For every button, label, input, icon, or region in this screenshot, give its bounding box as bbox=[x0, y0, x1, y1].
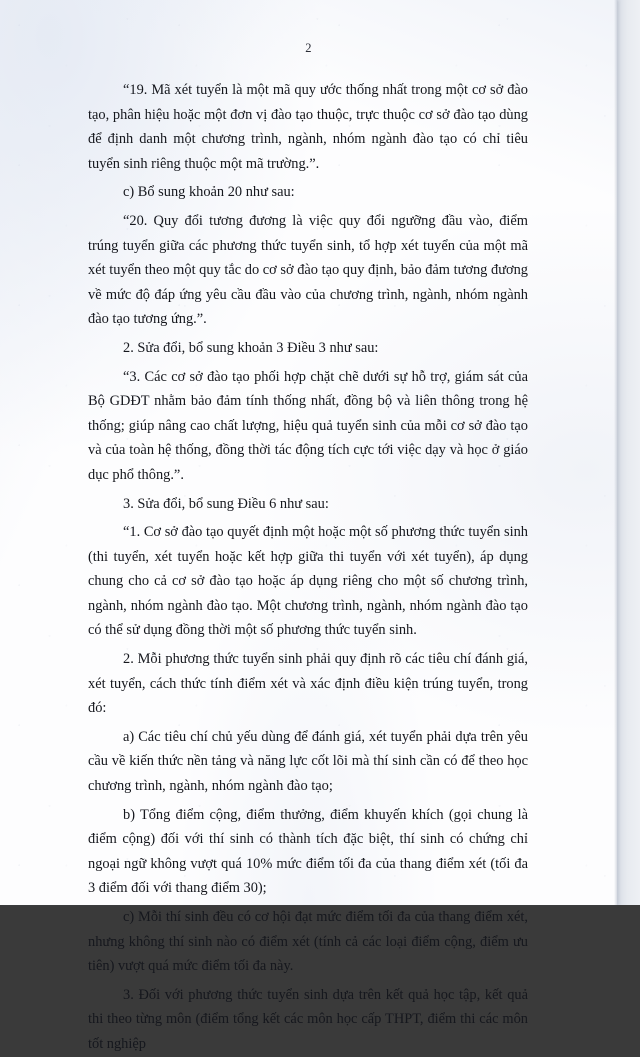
page-number: 2 bbox=[305, 41, 312, 55]
paragraph-clause-19: “19. Mã xét tuyển là một mã quy ước thống nhất trong một cơ sở đào tạo, phân hiệu hoặc một đơn vị đào tạo thuộc, trực thuộc cơ sở đào tạo dùng để định danh một chương trình, ngành, nhóm ngành đào tạo có chỉ tiêu tuyển sinh riêng thuộc một mã trường.”. bbox=[88, 82, 528, 172]
paragraph-dieu6-clause-1: “1. Cơ sở đào tạo quyết định một hoặc một số phương thức tuyển sinh (thi tuyển, xét tuyển hoặc kết hợp giữa thi tuyển với xét tuyển), áp dụng chung cho cả cơ sở đào tạo hoặc áp dụng riêng cho một số chương trình, ngành, nhóm ngành đào tạo. Một chương trình, ngành, nhóm ngành đào tạo có thể sử dụng đồng thời một số phương thức tuyển sinh. bbox=[88, 524, 528, 639]
document-body bbox=[88, 78, 528, 1057]
paragraph-clause-20: “20. Quy đổi tương đương là việc quy đổi ngưỡng đầu vào, điểm trúng tuyển giữa các phương thức tuyển sinh, tổ hợp xét tuyển của một mã xét tuyển theo một quy tắc do cơ sở đào tạo quy định, bảo đảm tương đương về mức độ đáp ứng yêu cầu đầu vào của chương trình, ngành, nhóm ngành đào tạo tương ứng.”. bbox=[88, 212, 528, 328]
paragraph-item-2-sua-doi-khoan-3-dieu-3: 2. Sửa đổi, bổ sung khoản 3 Điều 3 như sau: bbox=[123, 339, 379, 356]
paragraph-dieu6-clause-2-point-a: a) Các tiêu chí chủ yếu dùng để đánh giá, xét tuyển phải dựa trên yêu cầu về kiến thức nền tảng và năng lực cốt lõi mà thí sinh cần có để theo học chương trình, ngành, nhóm ngành đào tạo; bbox=[88, 728, 528, 795]
paragraph-dieu6-clause-3: 3. Đối với phương thức tuyển sinh dựa trên kết quả học tập, kết quả thi theo từng môn (điểm tổng kết các môn học cấp THPT, điểm thi các môn tốt nghiệp bbox=[88, 986, 528, 1052]
paragraph-item-3-sua-doi-dieu-6: 3. Sửa đổi, bổ sung Điều 6 như sau: bbox=[123, 495, 329, 512]
scanner-backdrop bbox=[617, 0, 640, 905]
paper-edge-shadow bbox=[614, 0, 617, 905]
paragraph-clause-3: “3. Các cơ sở đào tạo phối hợp chặt chẽ dưới sự hỗ trợ, giám sát của Bộ GDĐT nhằm bảo đảm tính thống nhất, đồng bộ và liên thông trong hệ thống; giúp nâng cao chất lượng, hiệu quả tuyển sinh của mỗi cơ sở đào tạo và của toàn hệ thống, đồng thời tác động tích cực tới việc dạy và học ở giáo dục phổ thông.”. bbox=[88, 368, 528, 483]
paragraph-dieu6-clause-2-point-b: b) Tổng điểm cộng, điểm thưởng, điểm khuyến khích (gọi chung là điểm cộng) đối với thí sinh có thành tích đặc biệt, thí sinh có chứng chỉ ngoại ngữ không vượt quá 10% mức điểm tối đa của thang điểm xét (tối đa 3 điểm đối với thang điểm 30); bbox=[88, 806, 528, 897]
paragraph-dieu6-clause-2-point-c: c) Mỗi thí sinh đều có cơ hội đạt mức điểm tối đa của thang điểm xét, nhưng không thí sinh nào có điểm xét (tính cả các loại điểm cộng, điểm ưu tiên) vượt quá mức điểm tối đa này. bbox=[88, 909, 528, 975]
paragraph-dieu6-clause-2: 2. Mỗi phương thức tuyển sinh phải quy định rõ các tiêu chí đánh giá, xét tuyển, cách thức tính điểm xét và xác định điều kiện trúng tuyển, trong đó: bbox=[88, 651, 528, 717]
paragraph-item-c-bo-sung-khoan-20: c) Bổ sung khoản 20 như sau: bbox=[123, 184, 295, 201]
